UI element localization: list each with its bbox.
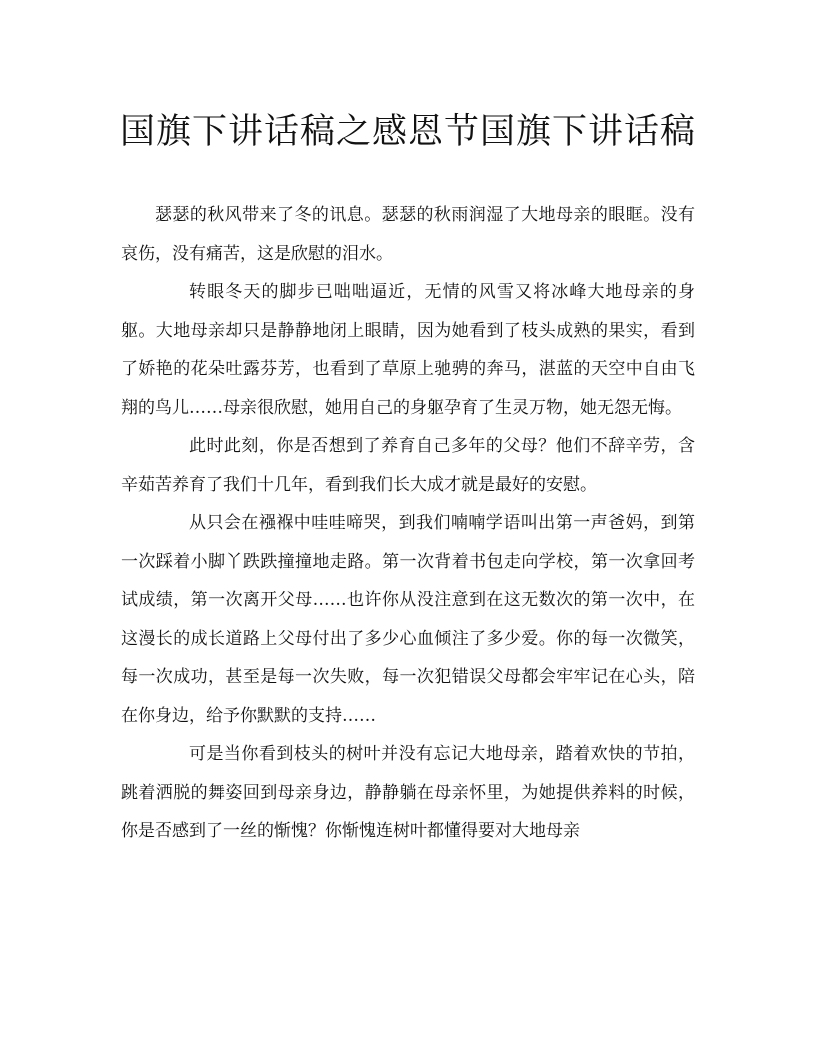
document-body — [121, 196, 695, 851]
paragraph-4: 从只会在襁褓中哇哇啼哭，到我们喃喃学语叫出第一声爸妈，到第一次踩着小脚丫跌跌撞撞地走路。第一次背着书包走向学校，第一次拿回考试成绩，第一次离开父母……也许你从没注意到在这无数次的第一次中，在这漫长的成长道路上父母付出了多少心血倾注了多少爱。你的每一次微笑，每一次成功，甚至是每一次失败，每一次犯错误父母都会牢牢记在心头，陪在你身边，给予你默默的支持…… — [121, 513, 695, 726]
paragraph-3: 此时此刻，你是否想到了养育自己多年的父母？他们不辞辛劳，含辛茹苦养育了我们十几年，看到我们长大成才就是最好的安慰。 — [121, 436, 695, 495]
paragraph-2: 转眼冬天的脚步已咄咄逼近，无情的风雪又将冰峰大地母亲的身躯。大地母亲却只是静静地闭上眼睛，因为她看到了枝头成熟的果实，看到了娇艳的花朵吐露芬芳，也看到了草原上驰骋的奔马，湛蓝的天空中自由飞翔的鸟儿……母亲很欣慰，她用自己的身躯孕育了生灵万物，她无怨无悔。 — [121, 282, 695, 418]
paragraph-5: 可是当你看到枝头的树叶并没有忘记大地母亲，踏着欢快的节拍，跳着洒脱的舞姿回到母亲身边，静静躺在母亲怀里，为她提供养料的时候，你是否感到了一丝的惭愧？你惭愧连树叶都懂得要对大地母亲 — [121, 744, 695, 841]
paragraph-1: 瑟瑟的秋风带来了冬的讯息。瑟瑟的秋雨润湿了大地母亲的眼眶。没有哀伤，没有痛苦，这是欣慰的泪水。 — [121, 205, 695, 264]
document-title: 国旗下讲话稿之感恩节国旗下讲话稿 — [119, 112, 696, 152]
